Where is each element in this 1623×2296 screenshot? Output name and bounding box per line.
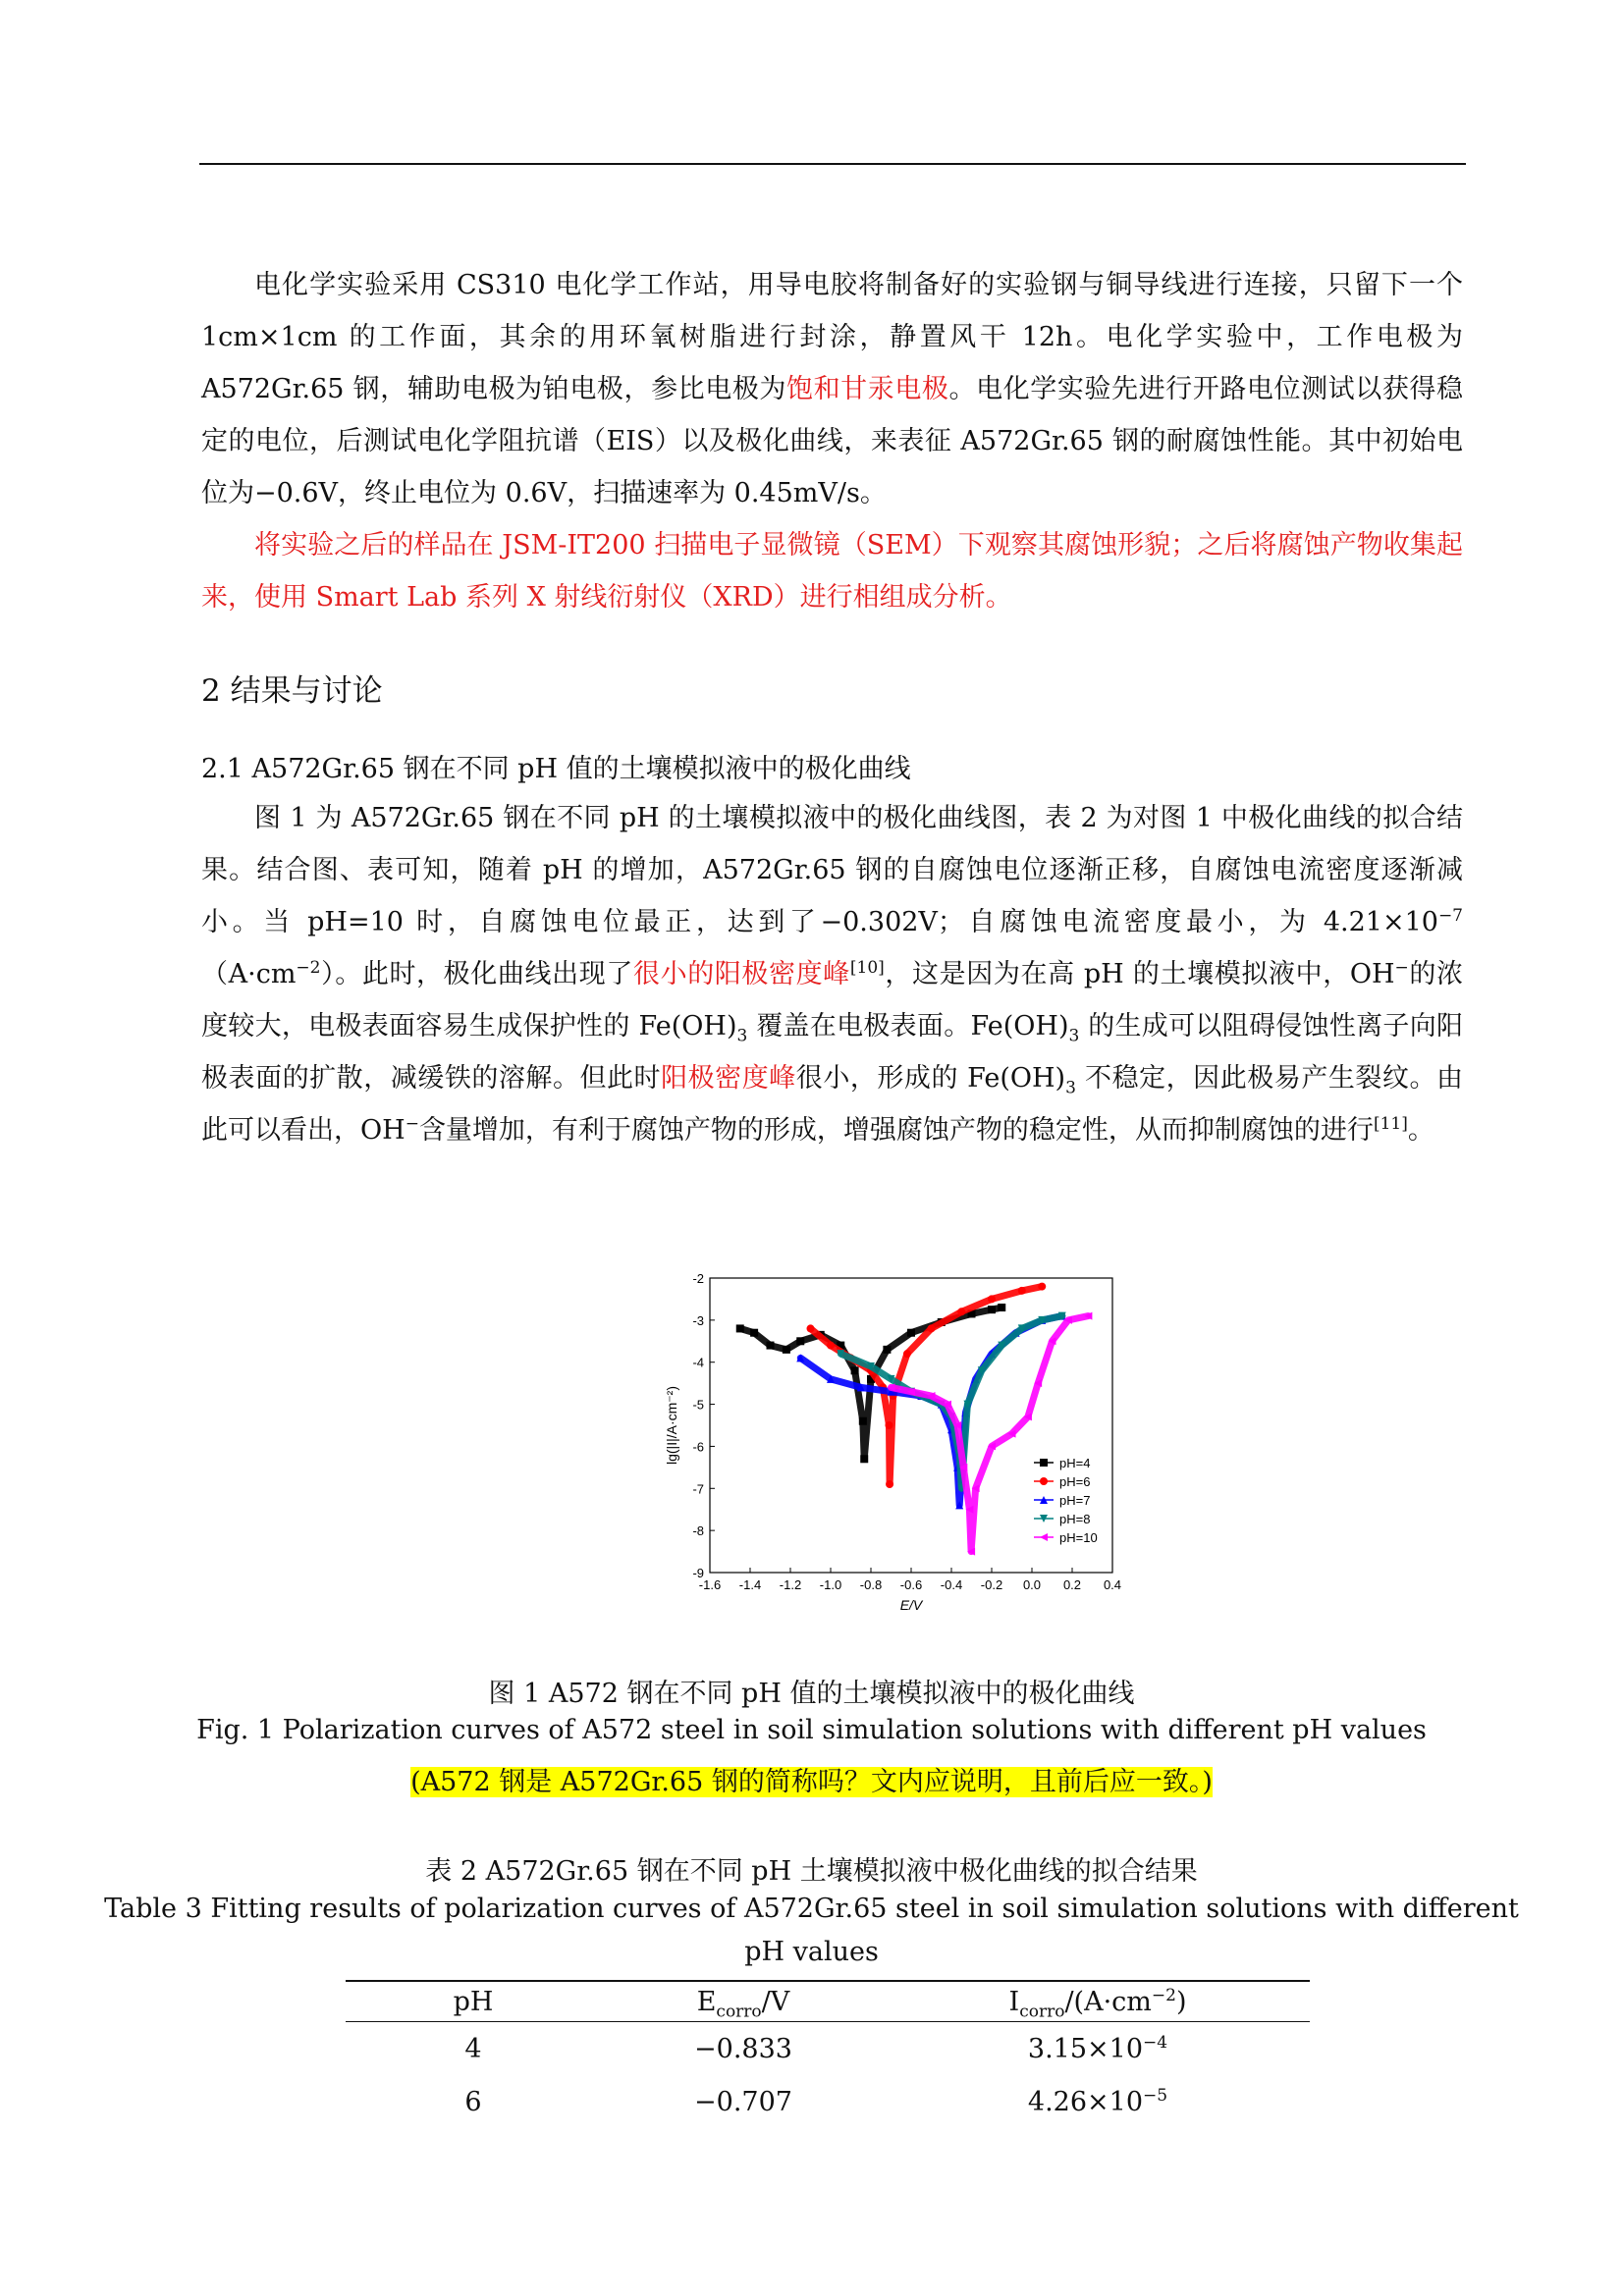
x-tick-label: -1.0 [819, 1577, 842, 1592]
x-tick-label: -0.6 [899, 1577, 923, 1592]
citation-11: [11] [1373, 1114, 1408, 1134]
legend-marker [1040, 1459, 1048, 1467]
data-point [998, 1304, 1005, 1311]
data-point [859, 1417, 867, 1425]
figure-caption-en: Fig. 1 Polarization curves of A572 steel in soil simulation solutions with different pH values [196, 1715, 1427, 1745]
editor-comment: (A572 钢是 A572Gr.65 钢的简称吗？文内应说明，且前后应一致。) [410, 1767, 1213, 1797]
data-point [988, 1306, 996, 1313]
highlight-anodic-peak-2: 阳极密度峰 [661, 1063, 796, 1094]
subsection-heading: 2.1 A572Gr.65 钢在不同 pH 值的土壤模拟液中的极化曲线 [201, 754, 911, 784]
data-point [807, 1324, 815, 1332]
table-header-ph: pH [346, 1981, 601, 2022]
fitting-table [346, 1980, 1310, 2128]
y-tick-label: -8 [692, 1523, 704, 1539]
data-point [767, 1342, 775, 1350]
data-point [928, 1324, 936, 1332]
data-point [883, 1346, 891, 1354]
y-tick-label: -2 [692, 1271, 704, 1286]
y-axis-label: lg(|I|/A·cm⁻²) [664, 1386, 679, 1465]
x-tick-label: 0.4 [1103, 1577, 1122, 1592]
y-tick-label: -6 [692, 1439, 704, 1455]
x-tick-label: -1.4 [738, 1577, 762, 1592]
table-caption-en: Table 3 Fitting results of polarization curves of A572Gr.65 steel in soil simulation solutions with different [104, 1894, 1519, 1924]
y-tick-label: -5 [692, 1397, 704, 1413]
data-point [903, 1350, 911, 1358]
data-point [988, 1295, 996, 1303]
y-tick-label: -4 [692, 1355, 704, 1370]
table-caption-en-2: pH values [744, 1937, 879, 1967]
highlight-electrode: 饱和甘汞电极 [785, 374, 949, 404]
data-point [827, 1342, 835, 1350]
y-tick-label: -7 [692, 1481, 704, 1497]
data-point [783, 1346, 790, 1354]
legend-label: pH=6 [1059, 1474, 1091, 1489]
highlight-anodic-peak: 很小的阳极密度峰 [632, 959, 850, 989]
table-row: 4 −0.833 $3.15\times 10^{-4}$ [464, 2032, 1168, 2064]
x-axis-label: E/V [899, 1597, 923, 1613]
table-header-icorr: $I_{corro}/(A\cdot cm^{-2})$ [886, 1981, 1310, 2022]
header-rule [199, 163, 1466, 165]
legend-marker [1040, 1477, 1048, 1485]
legend-label: pH=8 [1059, 1512, 1091, 1526]
table-row: 6 −0.707 $4.26\times 10^{-5}$ [464, 2085, 1168, 2117]
paragraph-method-text-2: 。电化学实验先进行开路电位测试以获得稳定的电位，后测试电化学阻抗谱（EIS）以及极化曲线，来表征 A572Gr.65 钢的耐腐蚀性能。其中初始电位为−0.6V，终止电位为 0.6V，扫描速率为 0.45mV/s。 [201, 374, 1464, 508]
data-point [886, 1480, 893, 1488]
section-heading: 2 结果与讨论 [201, 673, 383, 709]
data-point [796, 1337, 804, 1345]
paragraph-method [201, 259, 1463, 519]
x-tick-label: 0.0 [1022, 1577, 1042, 1592]
x-tick-label: -0.8 [859, 1577, 883, 1592]
citation-10: [10] [849, 958, 885, 978]
data-point [736, 1324, 744, 1332]
y-tick-label: -3 [692, 1312, 704, 1328]
x-tick-label: -1.2 [779, 1577, 802, 1592]
legend-marker [1040, 1533, 1048, 1541]
figure-caption-cn: 图 1 A572 钢在不同 pH 值的土壤模拟液中的极化曲线 [488, 1679, 1135, 1709]
y-tick-label: -9 [692, 1566, 704, 1580]
data-point [907, 1329, 915, 1337]
x-tick-label: -1.6 [698, 1577, 722, 1592]
legend-label: pH=4 [1059, 1456, 1091, 1470]
plot-frame [710, 1278, 1112, 1573]
paragraph-method-text: 电化学实验采用 CS310 电化学工作站，用导电胶将制备好的实验钢与铜导线进行连接，只留下一个 1cm×1cm 的工作面，其余的用环氧树脂进行封涂，静置风干 12h。电化学实验中，工作电极为A572Gr.65 钢，辅助电极为铂电极，参比电极为 [201, 270, 1463, 404]
polarization-chart [648, 1266, 1159, 1659]
data-point [860, 1455, 868, 1463]
x-tick-label: -0.4 [940, 1577, 963, 1592]
paragraph-results: 图 1 为 A572Gr.65 钢在不同 pH 的土壤模拟液中的极化曲线图，表 2 为对图 1 中极化曲线的拟合结果。结合图、表可知，随着 pH 的增加，A572Gr.65 钢的自腐蚀电位逐渐正移，自腐蚀电流密度逐渐减小。当 pH=10 时，自腐蚀电位最正，达到了−0.302V；自腐蚀电流密度最小，为 $4.21\times 10^{-7}(A\cdot cm^{-2})$。此时，极化曲线出现了很小的阳极密度峰[10]，这是因为在高 pH 的土壤模拟液中，OH−的浓度较大，电极表面容易生成保护性的 $Fe(OH)_3$ 覆盖在电极表面。$Fe(OH)_3$ 的生成可以阻碍侵蚀性离子向阳极表面的扩散，减缓铁的溶解。但此时阳极密度峰很小，形成的 $Fe(OH)_3$ 不稳定，因此极易产生裂纹。由此可以看出，OH−含量增加，有利于腐蚀产物的形成，增强腐蚀产物的稳定性，从而抑制腐蚀的进行[11]。 [201, 803, 1464, 1146]
x-tick-label: 0.2 [1062, 1577, 1082, 1592]
legend-label: pH=7 [1059, 1493, 1091, 1508]
legend-label: pH=10 [1059, 1530, 1098, 1545]
table-caption-cn: 表 2 A572Gr.65 钢在不同 pH 土壤模拟液中极化曲线的拟合结果 [425, 1856, 1198, 1887]
table-header-ecorr: $E_{corro}/V$ [601, 1981, 886, 2022]
data-point [1038, 1283, 1046, 1291]
data-point [957, 1308, 965, 1315]
data-point [1018, 1287, 1026, 1295]
data-point [750, 1329, 758, 1337]
data-point [885, 1421, 893, 1429]
data-point [851, 1366, 859, 1374]
paragraph-sem-xrd: 将实验之后的样品在 JSM-IT200 扫描电子显微镜（SEM）下观察其腐蚀形貌；之后将腐蚀产物收集起来，使用 Smart Lab 系列 X 射线衍射仪（XRD）进行相组成分析。 [201, 530, 1463, 613]
x-tick-label: -0.2 [980, 1577, 1003, 1592]
